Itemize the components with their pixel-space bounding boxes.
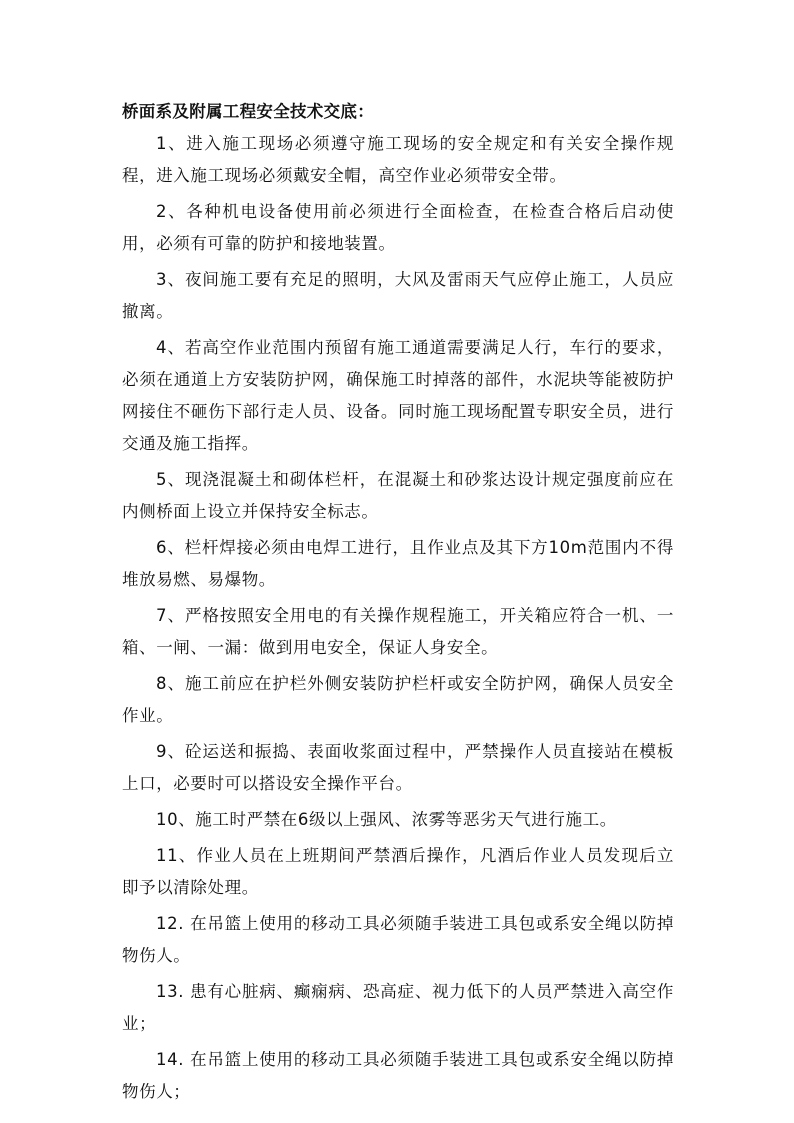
clause-14: 14. 在吊篮上使用的移动工具必须随手装进工具包或系安全绳以防掉物伤人； bbox=[122, 1050, 674, 1101]
clause-5: 5、现浇混凝土和砌体栏杆，在混凝土和砂浆达设计规定强度前应在内侧桥面上设立并保持安全标志。 bbox=[122, 470, 674, 521]
document-title: 桥面系及附属工程安全技术交底： bbox=[122, 102, 374, 121]
clause-7: 7、严格按照安全用电的有关操作规程施工，开关箱应符合一机、一箱、一闸、一漏：做到用电安全，保证人身安全。 bbox=[122, 606, 674, 657]
clause-4: 4、若高空作业范围内预留有施工通道需要满足人行，车行的要求，必须在通道上方安装防护网，确保施工时掉落的部件，水泥块等能被防护网接住不砸伤下部行走人员、设备。同时施工现场配置专职安全员，进行交通及施工指挥。 bbox=[122, 338, 674, 453]
clause-10: 10、施工时严禁在6级以上强风、浓雾等恶劣天气进行施工。 bbox=[156, 810, 617, 829]
clause-9: 9、砼运送和振捣、表面收浆面过程中，严禁操作人员直接站在模板上口，必要时可以搭设安全操作平台。 bbox=[122, 742, 674, 793]
clause-1: 1、进入施工现场必须遵守施工现场的安全规定和有关安全操作规程，进入施工现场必须戴安全帽，高空作业必须带安全带。 bbox=[122, 134, 674, 185]
clause-12: 12. 在吊篮上使用的移动工具必须随手装进工具包或系安全绳以防掉物伤人。 bbox=[122, 914, 674, 965]
clause-13: 13. 患有心脏病、癫痫病、恐高症、视力低下的人员严禁进入高空作业； bbox=[122, 982, 674, 1033]
clause-8: 8、施工前应在护栏外侧安装防护栏杆或安全防护网，确保人员安全作业。 bbox=[122, 674, 674, 725]
clause-2: 2、各种机电设备使用前必须进行全面检查，在检查合格后启动使用，必须有可靠的防护和接地装置。 bbox=[122, 202, 674, 253]
clause-3: 3、夜间施工要有充足的照明，大风及雷雨天气应停止施工，人员应撤离。 bbox=[122, 270, 674, 321]
document-body bbox=[122, 96, 674, 1112]
clause-6: 6、栏杆焊接必须由电焊工进行，且作业点及其下方10m范围内不得堆放易燃、易爆物。 bbox=[122, 538, 674, 589]
clause-11: 11、作业人员在上班期间严禁酒后操作，凡酒后作业人员发现后立即予以清除处理。 bbox=[122, 846, 674, 897]
clause-list bbox=[122, 128, 674, 1108]
